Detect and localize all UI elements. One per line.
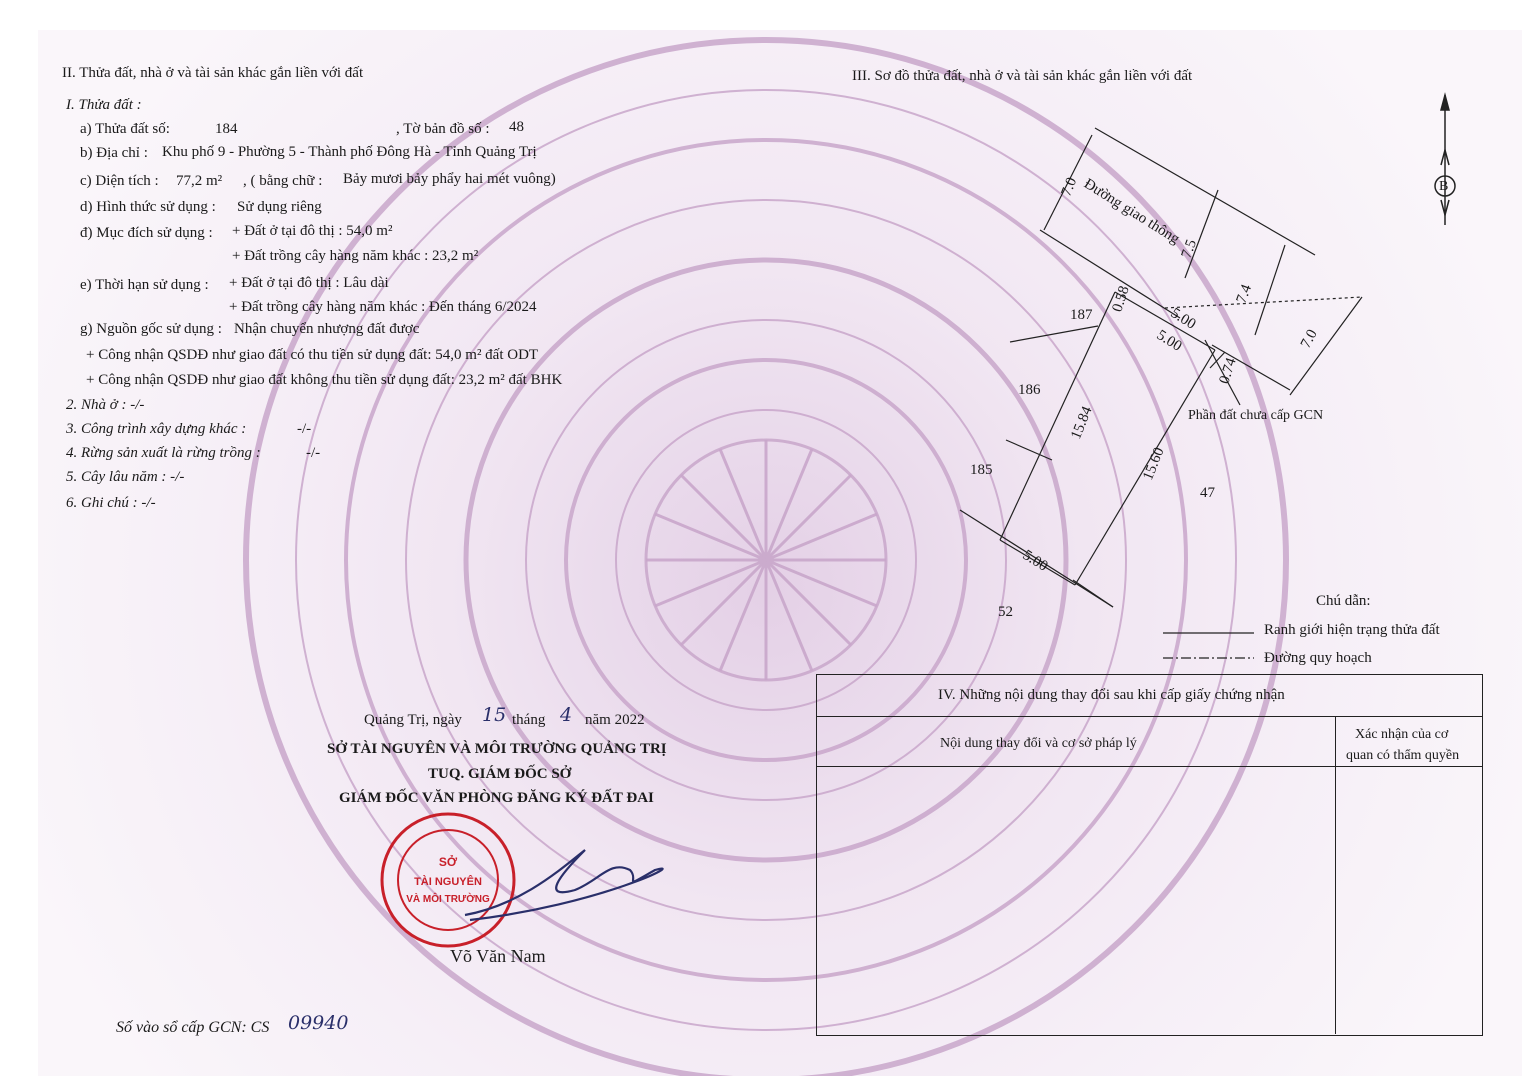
legend-boundary: Ranh giới hiện trạng thửa đất bbox=[1264, 622, 1440, 638]
map-sheet-number: 48 bbox=[509, 119, 524, 135]
issuing-org: SỞ TÀI NGUYÊN VÀ MÔI TRƯỜNG QUẢNG TRỊ bbox=[327, 741, 667, 757]
table-col-confirmation-2: quan có thẩm quyền bbox=[1346, 748, 1460, 763]
parcel-number-label: 47 bbox=[1200, 485, 1215, 501]
term-annual-crops: + Đất trồng cây hàng năm khác : Đến tháng 6/2024 bbox=[229, 299, 537, 315]
perennial-item: 5. Cây lâu năm : -/- bbox=[66, 469, 185, 485]
svg-text:SỞ: SỞ bbox=[438, 855, 458, 869]
road-label: Đường giao thông bbox=[1080, 175, 1183, 248]
area-label: c) Diện tích : bbox=[80, 173, 159, 189]
place-date-prefix: Quảng Trị, ngày bbox=[364, 712, 462, 728]
legend-planning-line: Đường quy hoạch bbox=[1264, 650, 1372, 666]
tuq-line: TUQ. GIÁM ĐỐC SỞ bbox=[428, 766, 572, 782]
svg-text:VÀ MÔI TRƯỜNG: VÀ MÔI TRƯỜNG bbox=[406, 894, 490, 905]
svg-text:TÀI NGUYÊN: TÀI NGUYÊN bbox=[414, 876, 482, 888]
term-label: e) Thời hạn sử dụng : bbox=[80, 277, 209, 293]
dimension-label: 5.00 bbox=[1019, 547, 1051, 575]
table-col-changes: Nội dung thay đổi và cơ sở pháp lý bbox=[940, 736, 1137, 751]
section-3-heading: III. Sơ đồ thửa đất, nhà ở và tài sản khác gắn liền với đất bbox=[852, 68, 1193, 84]
dimension-label: 7.0 bbox=[1297, 326, 1321, 352]
registry-number: 09940 bbox=[288, 1012, 349, 1034]
dimension-label: 5.00 bbox=[1153, 327, 1185, 355]
notes-item: 6. Ghi chú : -/- bbox=[66, 495, 156, 511]
section-4-heading: IV. Những nội dung thay đổi sau khi cấp giấy chứng nhận bbox=[938, 687, 1285, 703]
other-works-value: -/- bbox=[297, 421, 312, 437]
signer-title: GIÁM ĐỐC VĂN PHÒNG ĐĂNG KÝ ĐẤT ĐAI bbox=[339, 790, 654, 806]
origin-value: Nhận chuyển nhượng đất được bbox=[234, 321, 420, 337]
address-value: Khu phố 9 - Phường 5 - Thành phố Đông Hà - Tỉnh Quảng Trị bbox=[162, 144, 537, 160]
area-words: Bảy mươi bảy phẩy hai mét vuông) bbox=[343, 171, 556, 187]
unlicensed-land-label: Phần đất chưa cấp GCN bbox=[1188, 408, 1324, 423]
north-marker-label: B bbox=[1439, 179, 1449, 194]
purpose-residential: + Đất ở tại đô thị : 54,0 m² bbox=[232, 223, 393, 239]
month-label: tháng bbox=[512, 712, 546, 728]
parcel-number-label: 187 bbox=[1070, 307, 1093, 323]
dimension-label: 7.4 bbox=[1233, 282, 1256, 306]
issue-year: năm 2022 bbox=[585, 712, 645, 728]
term-residential: + Đất ở tại đô thị : Lâu dài bbox=[229, 275, 389, 291]
address-label: b) Địa chỉ : bbox=[80, 145, 148, 161]
dimension-label: 15.84 bbox=[1068, 404, 1096, 442]
forest-item: 4. Rừng sản xuất là rừng trồng : bbox=[66, 445, 261, 461]
purpose-annual-crops: + Đất trồng cây hàng năm khác : 23,2 m² bbox=[232, 248, 479, 264]
legend-title: Chú dẫn: bbox=[1316, 593, 1371, 609]
map-sheet-label: , Tờ bản đồ số : bbox=[396, 121, 490, 137]
origin-detail-odt: + Công nhận QSDĐ như giao đất có thu tiền sử dụng đất: 54,0 m² đất ODT bbox=[86, 347, 539, 363]
table-col-confirmation-1: Xác nhận của cơ bbox=[1355, 727, 1449, 742]
dimension-label: 7.0 bbox=[1058, 175, 1081, 199]
dimension-label: 15.60 bbox=[1140, 445, 1168, 483]
usage-form-value: Sử dụng riêng bbox=[237, 199, 322, 215]
parcel-number-label: 52 bbox=[998, 604, 1013, 620]
usage-form-label: d) Hình thức sử dụng : bbox=[80, 199, 216, 215]
signer-name: Võ Văn Nam bbox=[450, 946, 546, 966]
dimension-label: 5.00 bbox=[1167, 305, 1199, 333]
parcel-label: a) Thửa đất số: bbox=[80, 121, 170, 137]
registry-label: Số vào sổ cấp GCN: CS bbox=[116, 1019, 270, 1036]
dimension-label: 0.74 bbox=[1216, 356, 1240, 386]
house-item: 2. Nhà ở : -/- bbox=[66, 397, 145, 413]
parcel-number-label: 185 bbox=[970, 462, 993, 478]
origin-label: g) Nguồn gốc sử dụng : bbox=[80, 321, 222, 337]
issue-month: 4 bbox=[560, 704, 573, 726]
purpose-label: đ) Mục đích sử dụng : bbox=[80, 225, 213, 241]
dimension-label: 0.58 bbox=[1109, 284, 1133, 314]
land-heading: I. Thửa đất : bbox=[66, 97, 142, 113]
parcel-number-label: 186 bbox=[1018, 382, 1041, 398]
dimension-label: 7.5 bbox=[1178, 237, 1201, 261]
parcel-number: 184 bbox=[215, 121, 238, 137]
issue-day: 15 bbox=[482, 704, 507, 726]
area-words-label: , ( bằng chữ : bbox=[243, 173, 323, 189]
other-works-item: 3. Công trình xây dựng khác : bbox=[66, 421, 247, 437]
origin-detail-bhk: + Công nhận QSDĐ như giao đất không thu tiền sử dụng đất: 23,2 m² đất BHK bbox=[86, 372, 563, 388]
forest-value: -/- bbox=[306, 445, 321, 461]
area-value: 77,2 m² bbox=[176, 173, 223, 189]
section-2-heading: II. Thửa đất, nhà ở và tài sản khác gắn liền với đất bbox=[62, 65, 364, 81]
